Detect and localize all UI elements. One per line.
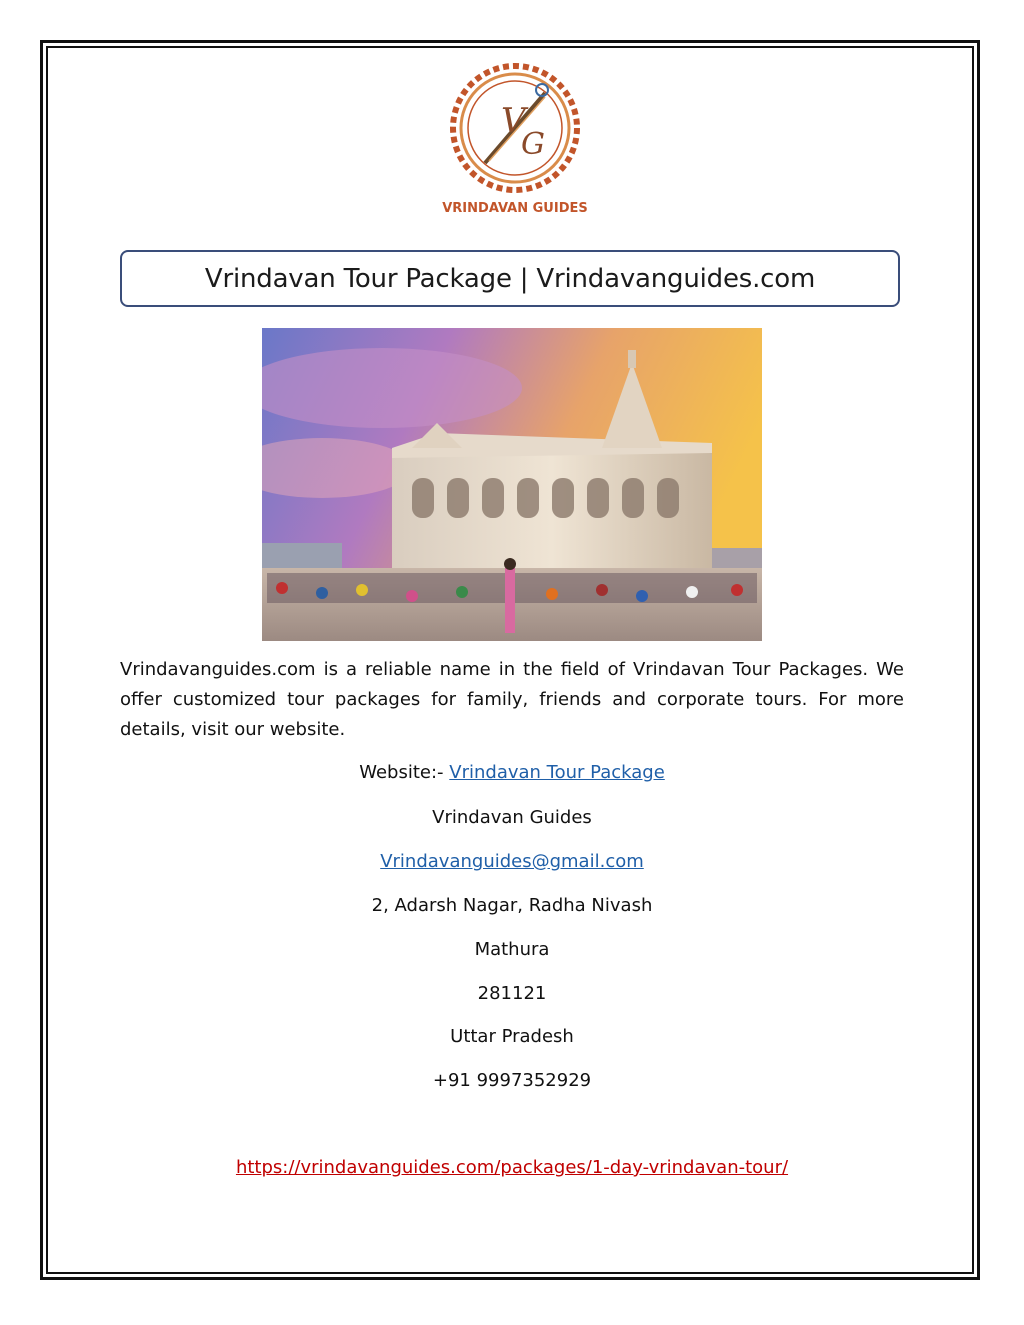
email-link[interactable]: Vrindavanguides@gmail.com bbox=[380, 851, 644, 872]
website-link[interactable]: Vrindavan Tour Package bbox=[449, 762, 665, 783]
website-label: Website:- bbox=[359, 762, 450, 783]
phone-line: +91 9997352929 bbox=[432, 1070, 592, 1091]
brand-logo bbox=[440, 60, 590, 220]
email-line bbox=[120, 851, 904, 872]
brand-name: VRINDAVAN GUIDES bbox=[442, 201, 588, 216]
package-url-link[interactable]: https://vrindavanguides.com/packages/1-day-vrindavan-tour/ bbox=[235, 1157, 789, 1178]
svg-text:G: G bbox=[521, 127, 545, 162]
pincode-line: 281121 bbox=[477, 983, 547, 1004]
url-line bbox=[120, 1157, 904, 1178]
temple-photo bbox=[262, 328, 762, 641]
svg-text:V: V bbox=[501, 101, 526, 141]
city-line: Mathura bbox=[474, 939, 550, 960]
description-paragraph: Vrindavanguides.com is a reliable name in the field of Vrindavan Tour Packages. We offer customized tour packages for family, friends and corporate tours. For more details, visit our website. bbox=[120, 659, 904, 740]
state-line: Uttar Pradesh bbox=[450, 1026, 574, 1047]
company-name: Vrindavan Guides bbox=[432, 807, 592, 828]
address-line: 2, Adarsh Nagar, Radha Nivash bbox=[371, 895, 653, 916]
website-line bbox=[120, 762, 904, 783]
page-title: Vrindavan Tour Package | Vrindavanguides.com bbox=[204, 263, 816, 294]
logo-emblem-icon bbox=[440, 60, 590, 220]
title-box bbox=[120, 250, 900, 307]
